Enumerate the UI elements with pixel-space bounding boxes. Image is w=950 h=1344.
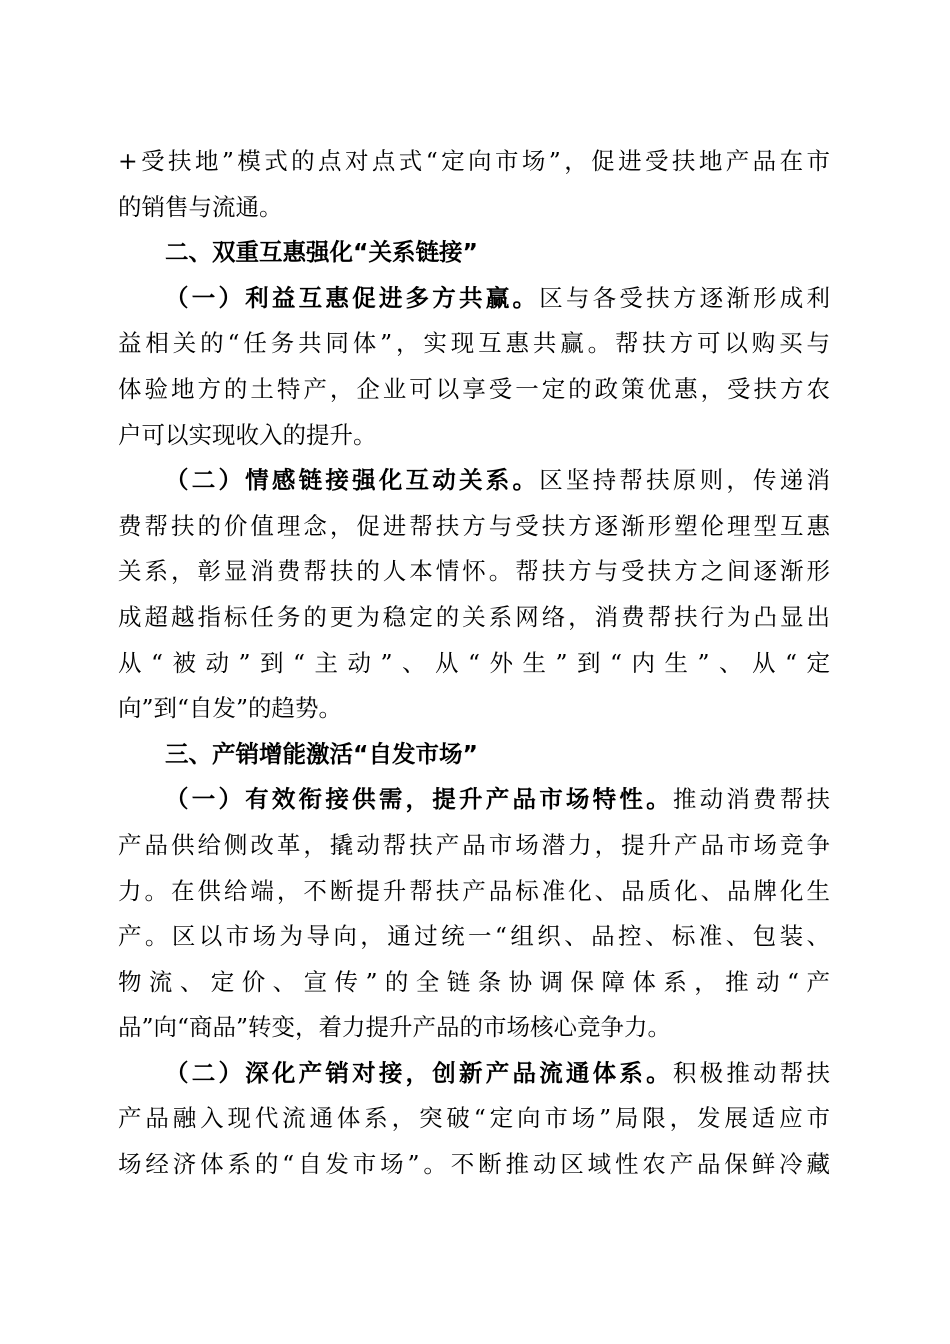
paragraph-line: 产品融入现代流通体系，突破“定向市场”局限，发展适应市 [118, 1104, 830, 1133]
subsection-line [118, 276, 830, 322]
paragraph-line: +受扶地”模式的点对点式“定向市场”，促进受扶地产品在市 [118, 147, 830, 175]
section-heading-3: 三、产销增能激活“自发市场” [165, 739, 478, 768]
subsection-title: （一）有效衔接供需，提升产品市场特性。 [165, 785, 673, 814]
paragraph-line: 产。区以市场为导向，通过统一“组织、品控、标准、包装、 [118, 922, 830, 951]
section-heading-2: 二、双重互惠强化“关系链接” [165, 238, 478, 267]
paragraph-line: 费帮扶的价值理念，促进帮扶方与受扶方逐渐形塑伦理型互惠 [118, 511, 830, 540]
paragraph-line: 的销售与流通。 [118, 192, 283, 221]
paragraph-line: 成超越指标任务的更为稳定的关系网络，消费帮扶行为凸显出 [118, 602, 830, 631]
subsection-line [118, 1051, 830, 1097]
subsection-line [118, 777, 830, 823]
subsection-body: 积极推动帮扶 [672, 1058, 831, 1087]
paragraph-line: 户可以实现收入的提升。 [118, 420, 377, 449]
subsection-title: （二）情感链接强化互动关系。 [165, 466, 540, 495]
paragraph-line: 物流、定价、宣传”的全链条协调保障体系，推动“产 [118, 967, 830, 996]
subsection-line [118, 458, 830, 504]
paragraph-line: 品”向“商品”转变，着力提升产品的市场核心竞争力。 [118, 1013, 672, 1042]
paragraph-line: 场经济体系的“自发市场”。不断推动区域性农产品保鲜冷藏 [118, 1150, 830, 1179]
paragraph-line: 产品供给侧改革，撬动帮扶产品市场潜力，提升产品市场竞争 [118, 830, 830, 859]
paragraph-line: 力。在供给端，不断提升帮扶产品标准化、品质化、品牌化生 [118, 876, 830, 905]
paragraph-line: 益相关的“任务共同体”，实现互惠共赢。帮扶方可以购买与 [118, 329, 830, 358]
subsection-body: 区与各受扶方逐渐形成利 [539, 283, 831, 312]
subsection-body: 推动消费帮扶 [672, 785, 831, 814]
subsection-title: （二）深化产销对接，创新产品流通体系。 [165, 1058, 673, 1087]
paragraph-line: 向”到“自发”的趋势。 [118, 694, 343, 723]
paragraph-line: 体验地方的土特产，企业可以享受一定的政策优惠，受扶方农 [118, 374, 830, 403]
subsection-body: 区坚持帮扶原则，传递消 [539, 466, 831, 495]
subsection-title: （一）利益互惠促进多方共赢。 [165, 283, 540, 312]
paragraph-line: 关系，彰显消费帮扶的人本情怀。帮扶方与受扶方之间逐渐形 [118, 557, 830, 586]
document-page [118, 139, 830, 1188]
paragraph-line: 从“被动”到“主动”、从“外生”到“内生”、从“定 [118, 648, 830, 677]
